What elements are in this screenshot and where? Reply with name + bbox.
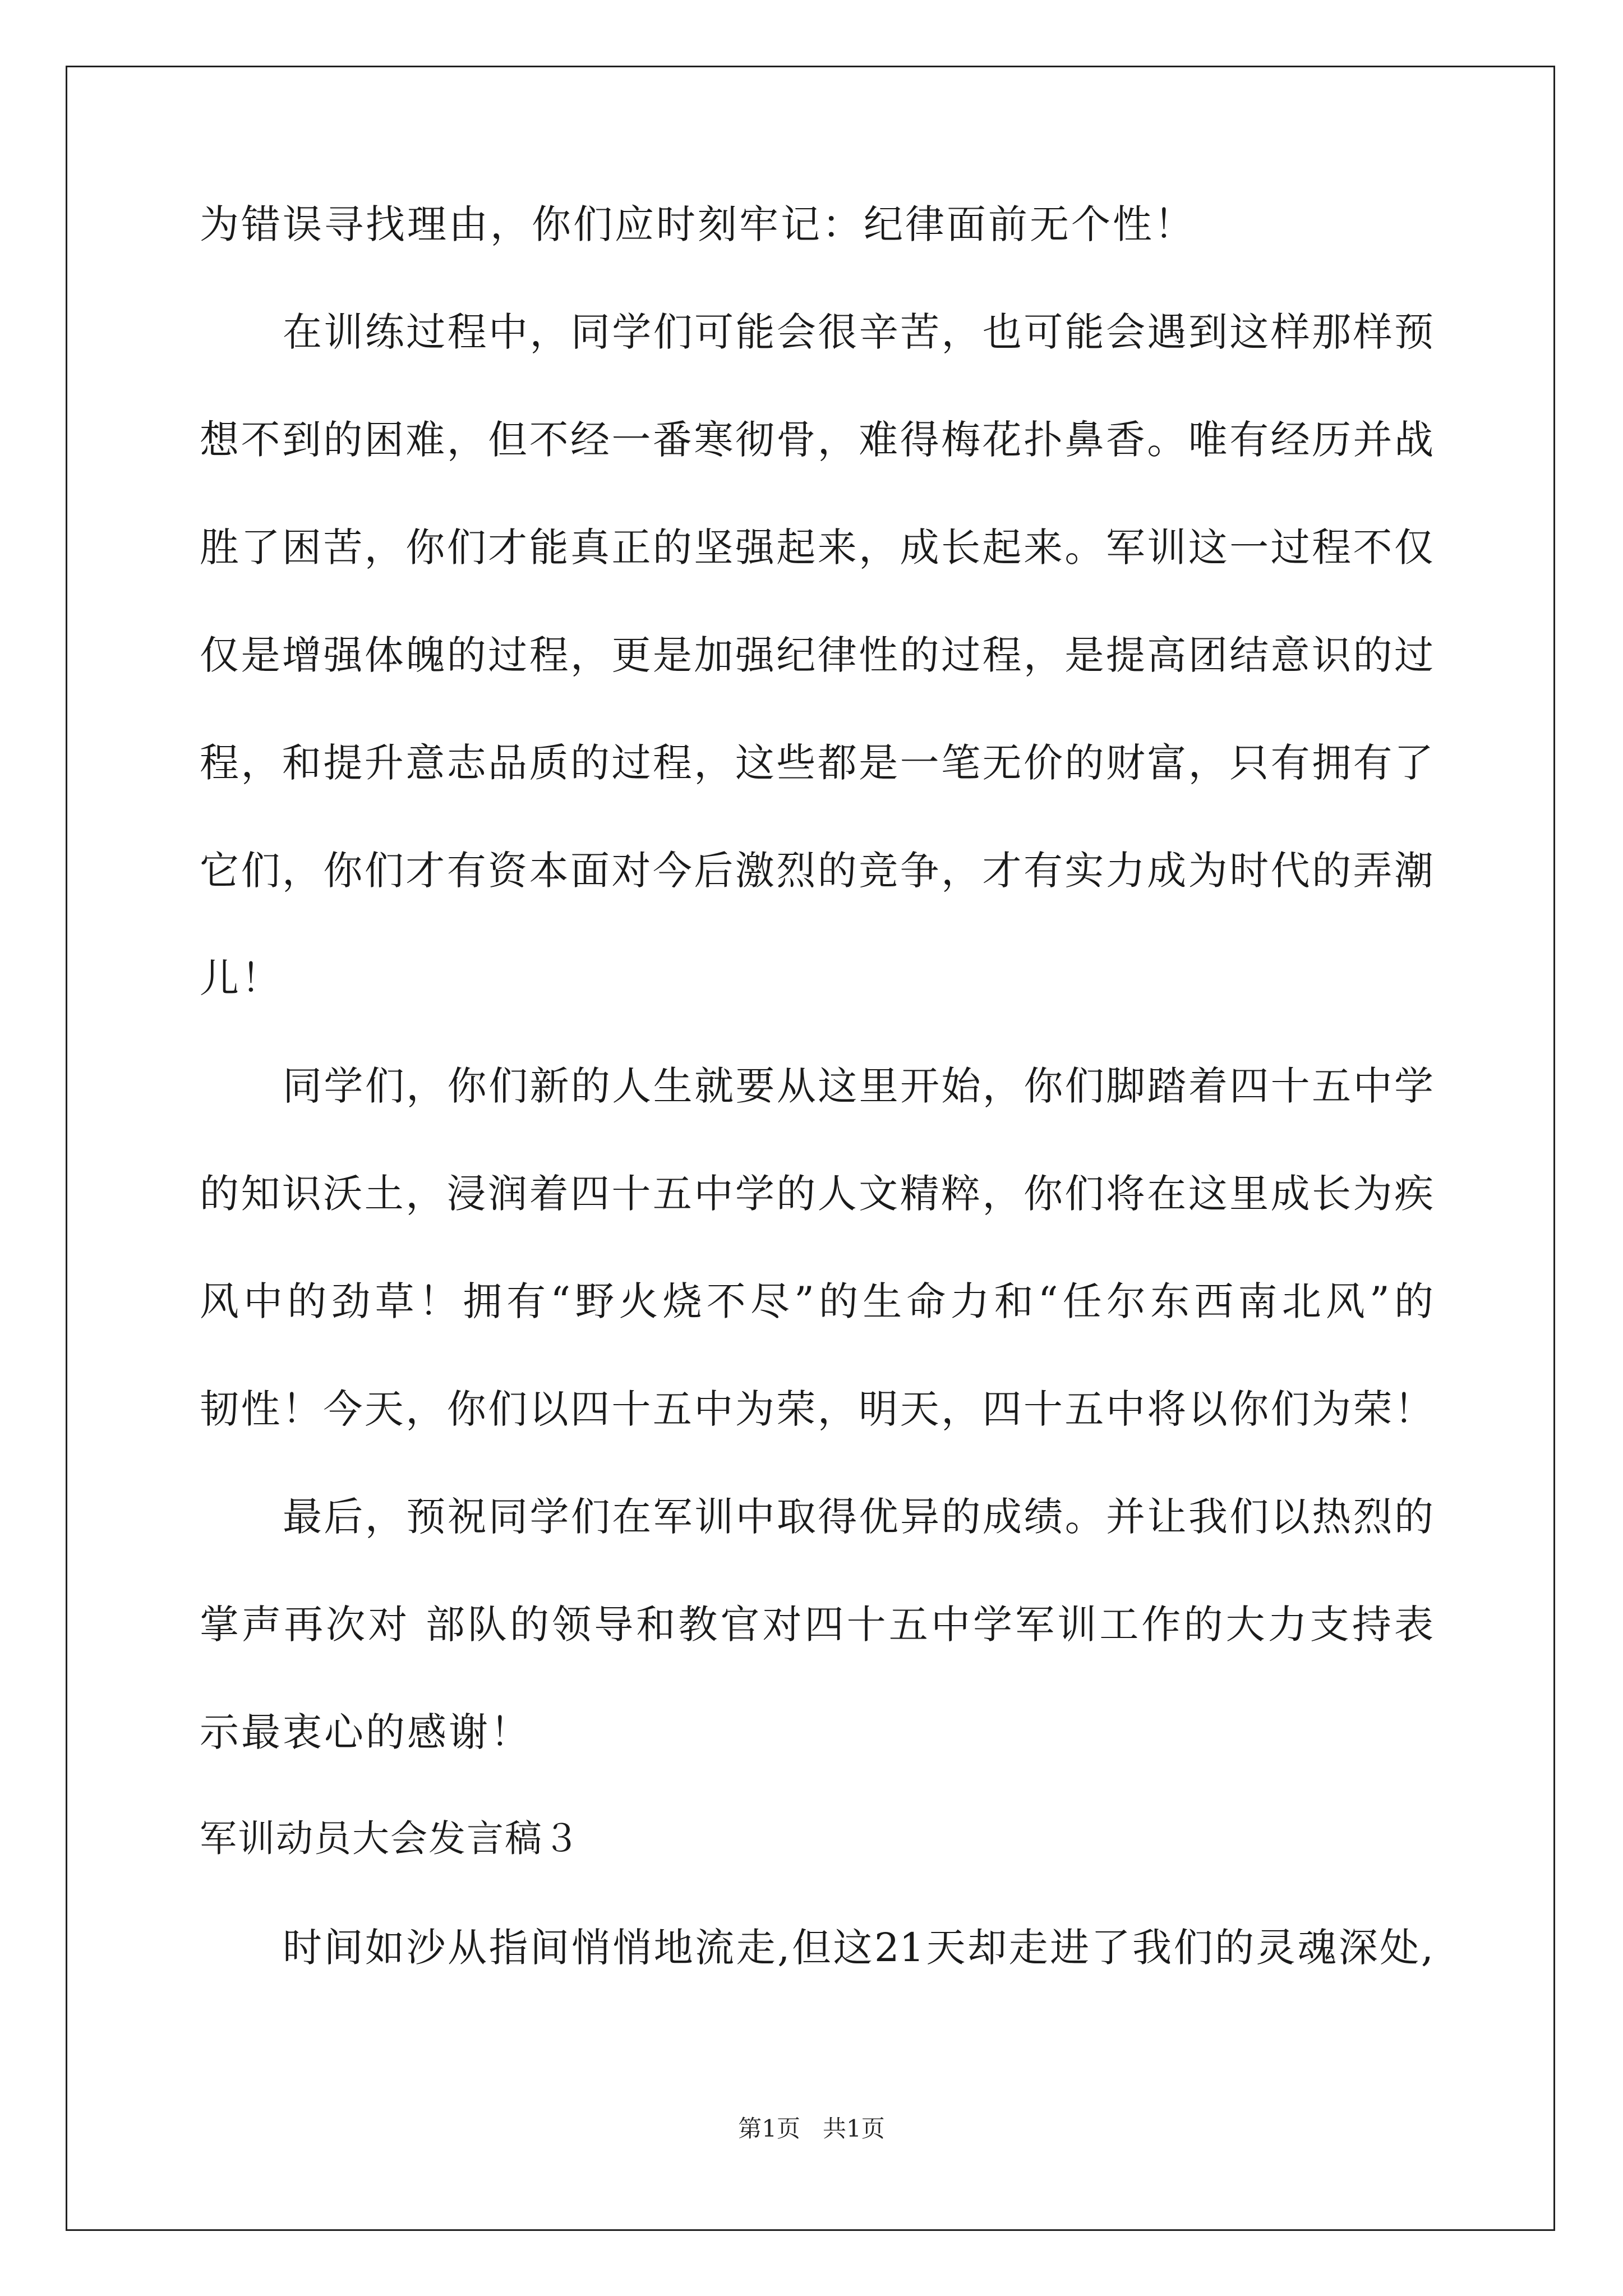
text-line: 韧性！今天，你们以四十五中为荣，明天，四十五中将以你们为荣！ xyxy=(200,1386,1433,1432)
paragraph-first-line: 同学们，你们新的人生就要从这里开始，你们脚踏着四十五中学 xyxy=(283,1063,1433,1109)
page-border xyxy=(66,66,1555,2231)
text-line: 它们，你们才有资本面对今后激烈的竞争，才有实力成为时代的弄潮 xyxy=(200,848,1433,894)
text-line: 风中的劲草！拥有“野火烧不尽”的生命力和“任尔东西南北风”的 xyxy=(200,1278,1433,1324)
paragraph-first-line: 最后，预祝同学们在军训中取得优异的成绩。并让我们以热烈的 xyxy=(283,1494,1433,1540)
paragraph-first-line: 时间如沙从指间悄悄地流走,但这21天却走进了我们的灵魂深处, xyxy=(283,1925,1433,1971)
paragraph-first-line: 在训练过程中，同学们可能会很辛苦，也可能会遇到这样那样预 xyxy=(283,309,1433,355)
text-line: 仅是增强体魄的过程，更是加强纪律性的过程，是提高团结意识的过 xyxy=(200,632,1433,678)
page-number-footer: 第1页 共1页 xyxy=(738,2115,885,2142)
text-line: 的知识沃土，浸润着四十五中学的人文精粹，你们将在这里成长为疾 xyxy=(200,1171,1433,1217)
section-heading: 军训动员大会发言稿３ xyxy=(200,1817,581,1860)
text-line: 胜了困苦，你们才能真正的坚强起来，成长起来。军训这一过程不仅 xyxy=(200,524,1433,570)
text-line: 示最衷心的感谢！ xyxy=(200,1709,532,1755)
text-line: 想不到的困难，但不经一番寒彻骨，难得梅花扑鼻香。唯有经历并战 xyxy=(200,417,1433,463)
text-line: 儿！ xyxy=(200,955,283,1001)
text-line: 为错误寻找理由，你们应时刻牢记：纪律面前无个性！ xyxy=(200,201,1196,247)
text-line: 掌声再次对 部队的领导和教官对四十五中学军训工作的大力支持表 xyxy=(200,1602,1433,1648)
text-line: 程，和提升意志品质的过程，这些都是一笔无价的财富，只有拥有了 xyxy=(200,740,1433,786)
